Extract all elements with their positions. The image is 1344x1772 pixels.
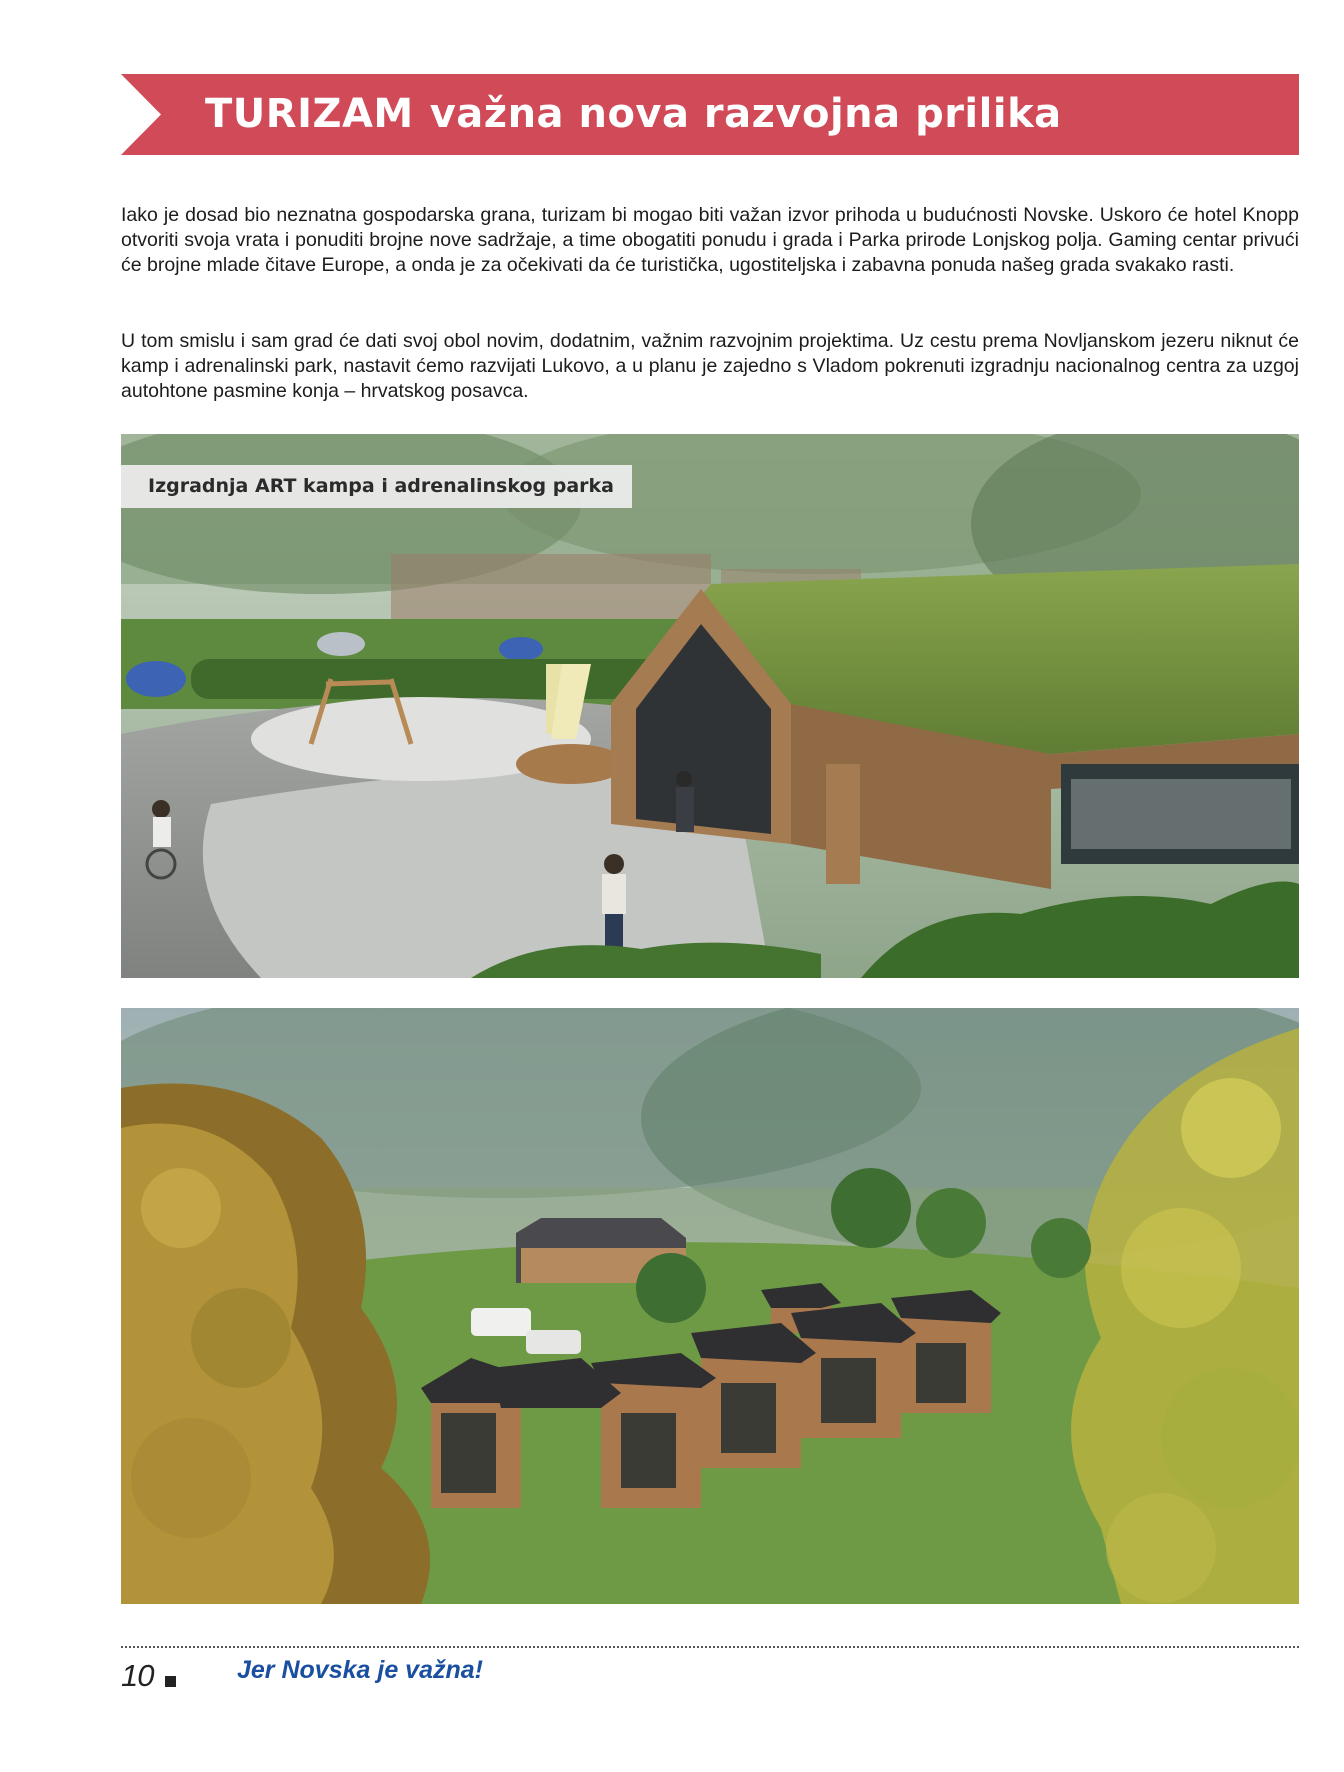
page-title-rest: važna nova razvojna prilika	[429, 91, 1062, 137]
footer-divider	[121, 1646, 1299, 1648]
footer-slogan: Jer Novska je važna!	[237, 1656, 483, 1684]
photo-caption: Izgradnja ART kampa i adrenalinskog parka	[121, 465, 632, 508]
page-title	[205, 74, 1062, 155]
cabins-render-illustration	[121, 1008, 1299, 1604]
page-title-bold: TURIZAM	[205, 91, 414, 137]
page-number-square	[165, 1676, 176, 1687]
page-number: 10	[121, 1658, 154, 1693]
camp-render-illustration	[121, 434, 1299, 978]
cabins-render-image	[121, 1008, 1299, 1604]
header-banner	[121, 74, 1299, 155]
camp-render-image	[121, 434, 1299, 978]
article-paragraph-1: Iako je dosad bio neznatna gospodarska grana, turizam bi mogao biti važan izvor prihoda u budućnosti Novske. Uskoro će hotel Knopp otvoriti svoja vrata i ponuditi brojne nove sadržaje, a time obogatiti ponudu i grada i Parka prirode Lonjskog polja. Gaming centar privući će brojne mlade čitave Europe, a onda je za očekivati da će turistička, ugostiteljska i zabavna ponuda našeg grada svakako rasti.	[121, 204, 1299, 276]
article-paragraph-2: U tom smislu i sam grad će dati svoj obol novim, dodatnim, važnim razvojnim projektima. Uz cestu prema Novljanskom jezeru niknut će kamp i adrenalinski park, nastavit ćemo razvijati Lukovo, a u planu je zajedno s Vladom pokrenuti izgradnju nacionalnog centra za uzgoj autohtone pasmine konja – hrvatskog posavca.	[121, 330, 1299, 402]
